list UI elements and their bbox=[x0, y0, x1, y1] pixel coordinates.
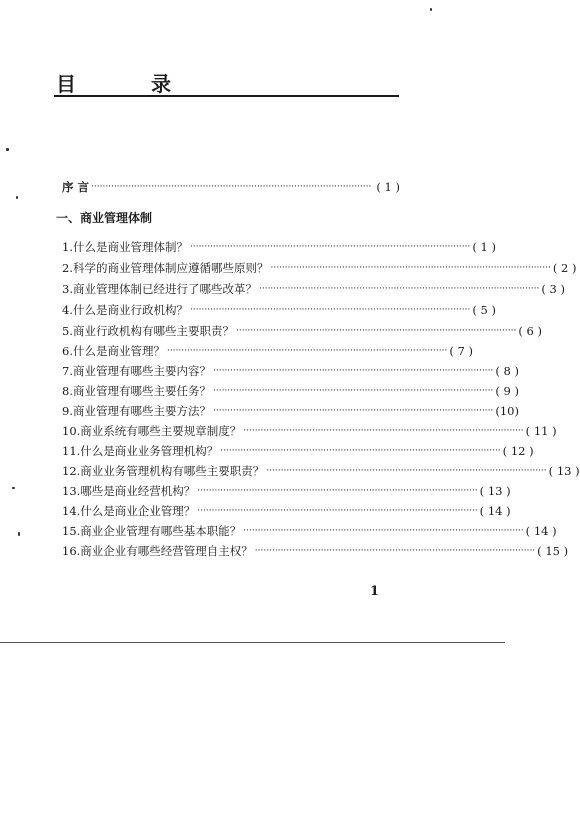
toc-entry-label: 4.什么是商业行政机构？ bbox=[62, 303, 188, 317]
scan-speck bbox=[18, 532, 20, 536]
toc-entry-label: 7.商业管理有哪些主要内容？ bbox=[62, 364, 211, 378]
toc-entry-label: 11.什么是商业业务管理机构？ bbox=[62, 444, 219, 458]
toc-entry-label: 15.商业企业管理有哪些基本职能？ bbox=[62, 524, 242, 538]
toc-heading: 目 录 bbox=[56, 72, 205, 96]
dot-leader: ·································································································· bbox=[258, 284, 540, 294]
toc-entry[interactable] bbox=[62, 321, 542, 341]
dot-leader: ·································································································· bbox=[189, 242, 471, 252]
toc-entry[interactable] bbox=[62, 258, 577, 278]
dot-leader: ·································································································· bbox=[266, 466, 547, 476]
toc-entry[interactable] bbox=[62, 237, 496, 257]
toc-entry-label: 10.商业系统有哪些主要规章制度？ bbox=[62, 424, 242, 438]
toc-entry-label: 6.什么是商业管理？ bbox=[62, 344, 165, 358]
toc-entry-page: ( 14 ) bbox=[525, 524, 557, 538]
toc-entry-page: ( 14 ) bbox=[479, 504, 511, 518]
dot-leader: ·································································································· bbox=[212, 366, 494, 376]
toc-entry-label: 14.什么是商业企业管理？ bbox=[62, 504, 196, 518]
toc-entry[interactable] bbox=[62, 381, 519, 401]
toc-entry-page: ( 1 ) bbox=[472, 240, 496, 254]
dot-leader: ·································································································· bbox=[243, 526, 524, 536]
dot-leader: ·································································································· bbox=[197, 486, 478, 496]
dot-leader: ·································································································· bbox=[243, 426, 524, 436]
toc-entry-label: 8.商业管理有哪些主要任务？ bbox=[62, 384, 211, 398]
toc-entry-page: ( 5 ) bbox=[472, 303, 496, 317]
dot-leader: ·································································································· bbox=[166, 346, 448, 356]
toc-entry-page: ( 8 ) bbox=[495, 364, 519, 378]
toc-entry-label: 序 言 bbox=[62, 180, 90, 194]
page-edge-rule bbox=[0, 642, 505, 643]
toc-entry-label: 5.商业行政机构有哪些主要职责？ bbox=[62, 324, 234, 338]
toc-entry-label: 1.什么是商业管理体制？ bbox=[62, 240, 188, 254]
toc-entry-page: ( 2 ) bbox=[552, 261, 577, 275]
toc-entry-page: (10) bbox=[495, 404, 519, 418]
toc-entry[interactable] bbox=[62, 501, 511, 521]
toc-entry-page: ( 13 ) bbox=[479, 484, 511, 498]
dot-leader: ·································································································· bbox=[212, 386, 494, 396]
page-number: 1 bbox=[370, 584, 380, 599]
toc-entry-page: ( 9 ) bbox=[495, 384, 519, 398]
dot-leader: ·································································································· bbox=[91, 182, 372, 192]
toc-entry[interactable] bbox=[62, 541, 569, 561]
toc-entry-label: 3.商业管理体制已经进行了哪些改革？ bbox=[62, 282, 257, 296]
toc-entry-page: ( 15 ) bbox=[537, 544, 569, 558]
toc-entry-page: ( 13 ) bbox=[548, 464, 580, 478]
scan-speck bbox=[16, 196, 18, 199]
dot-leader: ·································································································· bbox=[220, 446, 501, 456]
dot-leader: ·································································································· bbox=[197, 506, 478, 516]
dot-leader: ·································································································· bbox=[235, 326, 517, 336]
toc-entry-preface[interactable] bbox=[62, 177, 400, 197]
toc-entry[interactable] bbox=[62, 521, 557, 541]
dot-leader: ·································································································· bbox=[212, 406, 494, 416]
dot-leader: ·································································································· bbox=[254, 546, 536, 556]
scan-speck bbox=[6, 148, 9, 151]
section-heading: 一、商业管理体制 bbox=[56, 211, 153, 225]
toc-entry[interactable] bbox=[62, 300, 496, 320]
toc-entry-page: ( 11 ) bbox=[525, 424, 557, 438]
dot-leader: ·································································································· bbox=[189, 305, 471, 315]
toc-entry[interactable] bbox=[62, 361, 519, 381]
toc-entry[interactable] bbox=[62, 481, 511, 501]
toc-entry[interactable] bbox=[62, 441, 534, 461]
toc-entry-page: ( 6 ) bbox=[518, 324, 542, 338]
toc-entry[interactable] bbox=[62, 341, 473, 361]
dot-leader: ·································································································· bbox=[270, 263, 551, 273]
toc-entry-page: ( 1 ) bbox=[376, 180, 400, 194]
scan-speck bbox=[430, 8, 432, 11]
toc-entry[interactable] bbox=[62, 421, 557, 441]
toc-entry-page: ( 7 ) bbox=[449, 344, 473, 358]
toc-entry-page: ( 3 ) bbox=[541, 282, 565, 296]
toc-entry-label: 12.商业业务管理机构有哪些主要职责？ bbox=[62, 464, 265, 478]
toc-entry-label: 13.哪些是商业经营机构？ bbox=[62, 484, 196, 498]
toc-entry-label: 16.商业企业有哪些经营管理自主权？ bbox=[62, 544, 253, 558]
toc-entry[interactable] bbox=[62, 401, 519, 421]
scan-speck bbox=[12, 487, 15, 489]
toc-entry-label: 9.商业管理有哪些主要方法？ bbox=[62, 404, 211, 418]
toc-entry-label: 2.科学的商业管理体制应遵循哪些原则？ bbox=[62, 261, 269, 275]
toc-entry-page: ( 12 ) bbox=[502, 444, 534, 458]
toc-entry[interactable] bbox=[62, 461, 580, 481]
toc-entry[interactable] bbox=[62, 279, 565, 299]
